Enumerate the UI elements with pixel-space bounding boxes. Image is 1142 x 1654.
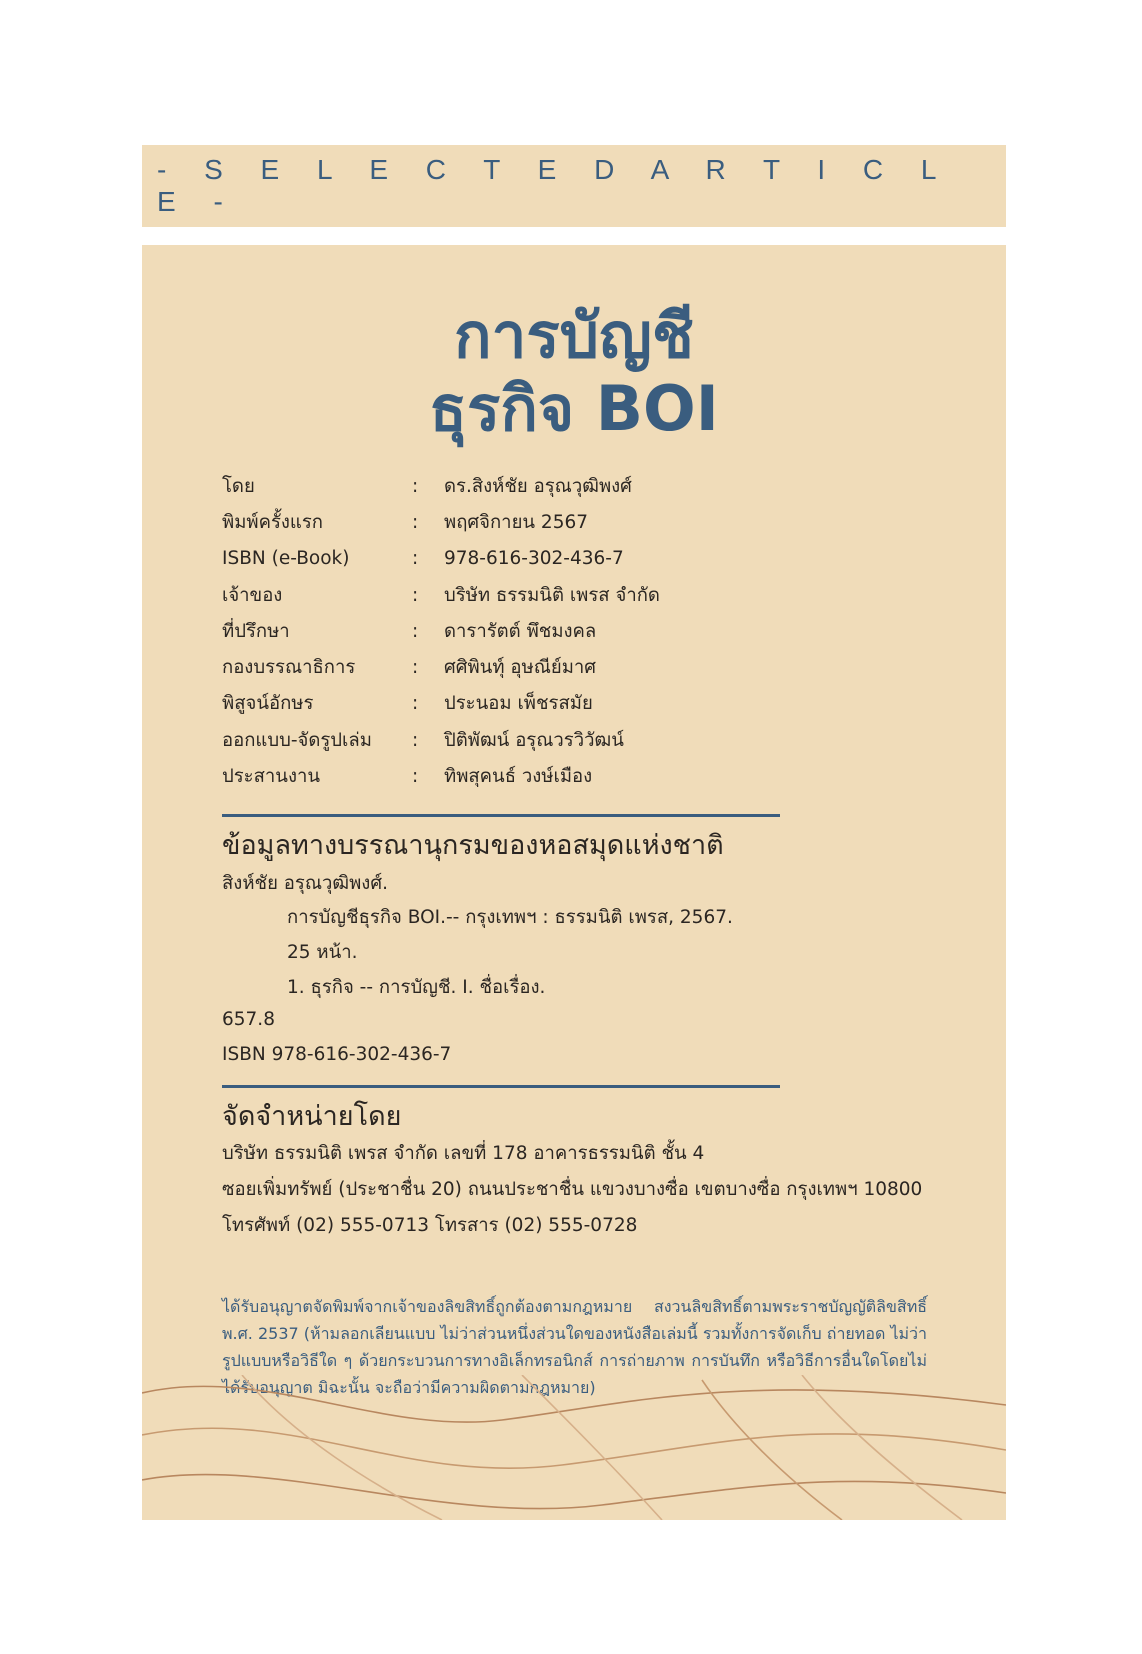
colophon-row bbox=[222, 504, 660, 540]
cataloging-subjects: 1. ธุรกิจ -- การบัญชี. I. ชื่อเรื่อง. bbox=[287, 977, 546, 998]
colophon-key: โดย bbox=[222, 475, 255, 497]
colophon-row bbox=[222, 722, 660, 758]
colophon-key: พิสูจน์อักษร bbox=[222, 693, 314, 715]
distribution-contact: โทรศัพท์ (02) 555-0713 โทรสาร (02) 555-0728 bbox=[222, 1215, 638, 1236]
divider bbox=[222, 1085, 780, 1088]
divider bbox=[222, 814, 780, 817]
distribution-heading: จัดจำหน่ายโดย bbox=[222, 1101, 402, 1132]
colophon-key: ISBN (e-Book) bbox=[222, 548, 350, 570]
distribution-address-2: ซอยเพิ่มทรัพย์ (ประชาชื่น 20) ถนนประชาชื่น แขวงบางซื่อ เขตบางซื่อ กรุงเทพฯ 10800 bbox=[222, 1179, 923, 1200]
colophon-value: ดารารัตต์ พึชมงคล bbox=[444, 620, 597, 642]
colophon-colon: : bbox=[412, 657, 419, 679]
selected-article-banner bbox=[142, 145, 1006, 227]
book-title-line2: ธุรกิจ BOI bbox=[429, 372, 719, 445]
colophon-colon: : bbox=[412, 766, 419, 788]
cataloging-isbn: ISBN 978-616-302-436-7 bbox=[222, 1044, 452, 1065]
colophon-value: ดร.สิงห์ชัย อรุณวุฒิพงศ์ bbox=[444, 475, 632, 497]
colophon-key: กองบรรณาธิการ bbox=[222, 657, 356, 679]
colophon-value: 978-616-302-436-7 bbox=[444, 548, 624, 570]
cataloging-pages: 25 หน้า. bbox=[287, 942, 358, 963]
colophon-row bbox=[222, 468, 660, 504]
colophon-row bbox=[222, 577, 660, 613]
colophon-colon: : bbox=[412, 620, 419, 642]
colophon-colon: : bbox=[412, 693, 419, 715]
colophon-value: ปิติพัฒน์ อรุณวรวิวัฒน์ bbox=[444, 729, 624, 751]
article-panel bbox=[142, 245, 1006, 1520]
colophon-value: ทิพสุคนธ์ วงษ์เมือง bbox=[444, 766, 593, 788]
colophon-colon: : bbox=[412, 729, 419, 751]
cataloging-heading: ข้อมูลทางบรรณานุกรมของหอสมุดแห่งชาติ bbox=[222, 830, 724, 861]
cataloging-author: สิงห์ชัย อรุณวุฒิพงศ์. bbox=[222, 873, 388, 894]
colophon-colon: : bbox=[412, 511, 419, 533]
colophon-key: ออกแบบ-จัดรูปเล่ม bbox=[222, 729, 372, 751]
colophon-colon: : bbox=[412, 584, 419, 606]
colophon-row bbox=[222, 541, 660, 577]
colophon-row bbox=[222, 758, 660, 794]
colophon-value: ประนอม เพ็ชรสมัย bbox=[444, 693, 593, 715]
banner-label: - S E L E C T E D A R T I C L E - bbox=[157, 154, 951, 217]
colophon-key: เจ้าของ bbox=[222, 584, 283, 606]
colophon-row bbox=[222, 686, 660, 722]
decorative-waves bbox=[142, 1375, 1006, 1520]
colophon-colon: : bbox=[412, 548, 419, 570]
colophon-value: ศศิพินทุ์ อุษณีย์มาศ bbox=[444, 657, 597, 679]
colophon-row bbox=[222, 649, 660, 685]
distribution-address-1: บริษัท ธรรมนิติ เพรส จำกัด เลขที่ 178 อาคารธรรมนิติ ชั้น 4 bbox=[222, 1143, 705, 1164]
cataloging-class-number: 657.8 bbox=[222, 1009, 275, 1030]
book-title-line1: การบัญชี bbox=[454, 299, 694, 372]
colophon-value: บริษัท ธรรมนิติ เพรส จำกัด bbox=[444, 584, 660, 606]
colophon-key: ที่ปรึกษา bbox=[222, 620, 290, 642]
colophon-row bbox=[222, 613, 660, 649]
colophon-value: พฤศจิกายน 2567 bbox=[444, 511, 589, 533]
colophon-key: พิมพ์ครั้งแรก bbox=[222, 511, 323, 533]
copyright-notice: ได้รับอนุญาตจัดพิมพ์จากเจ้าของลิขสิทธิ์ถูกต้องตามกฎหมาย สงวนลิขสิทธิ์ตามพระราชบัญญัติลิขสิทธิ์ พ.ศ. 2537 (ห้ามลอกเลียนแบบ ไม่ว่าส่วนหนึ่งส่วนใดของหนังสือเล่มนี้ รวมทั้งการจัดเก็บ ถ่ายทอด ไม่ว่ารูปแบบหรือวิธีใด ๆ ด้วยกระบวนการทางอิเล็กทรอนิกส์ การถ่ายภาพ การบันทึก หรือวิธีการอื่นใดโดยไม่ได้รับอนุญาต มิฉะนั้น จะถือว่ามีความผิดตามกฎหมาย) bbox=[222, 1297, 927, 1397]
colophon-table bbox=[222, 468, 660, 795]
colophon-colon: : bbox=[412, 475, 419, 497]
cataloging-title: การบัญชีธุรกิจ BOI.-- กรุงเทพฯ : ธรรมนิติ เพรส, 2567. bbox=[287, 907, 733, 928]
colophon-key: ประสานงาน bbox=[222, 766, 321, 788]
